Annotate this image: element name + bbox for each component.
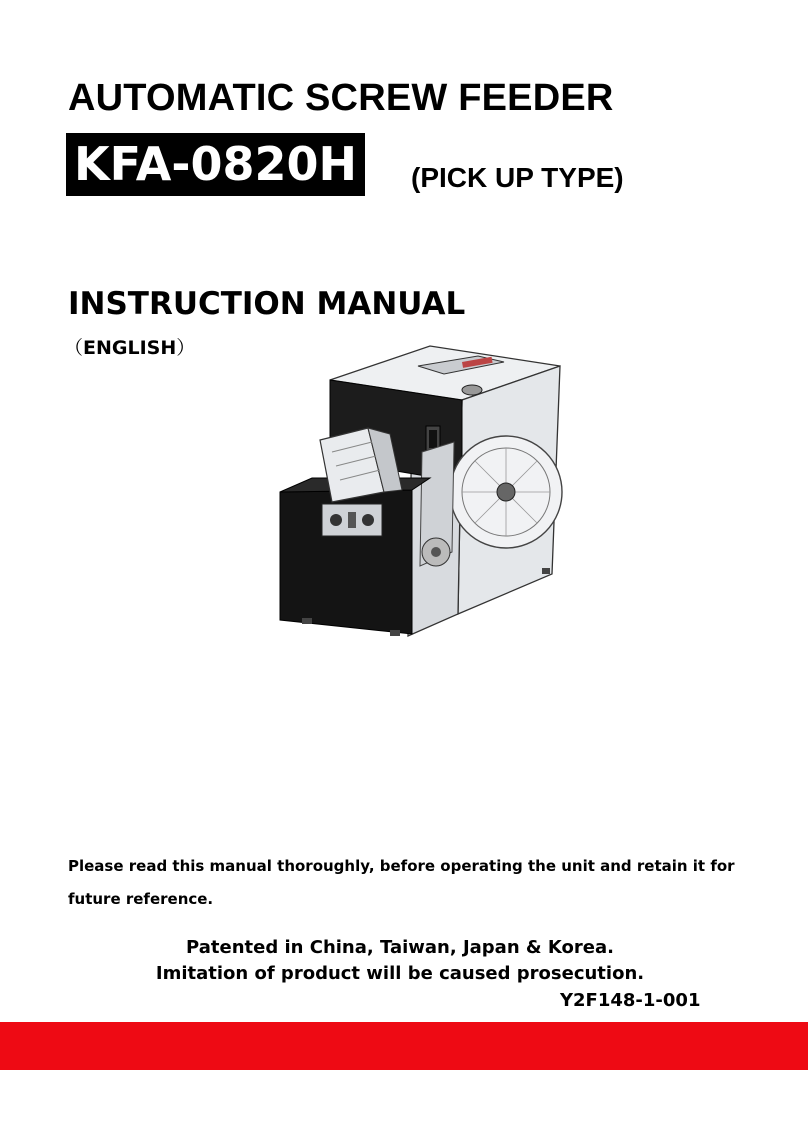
feeder-type-label: (PICK UP TYPE) [411,162,624,193]
language-text: ENGLISH [83,337,177,359]
language-open-paren: （ [64,337,84,359]
document-code: Y2F148-1-001 [560,990,701,1011]
patent-line-2: Imitation of product will be caused prosecution. [155,963,645,984]
footer-red-bar [0,1022,808,1070]
patent-notice [130,935,670,987]
usage-notice: Please read this manual thoroughly, before operating the unit and retain it for future reference. [68,857,735,908]
language-label [64,334,195,362]
document-title: AUTOMATIC SCREW FEEDER [68,77,614,119]
manual-title: INSTRUCTION MANUAL [68,286,466,322]
model-number-badge: KFA-0820H [66,133,365,196]
screw-feeder-machine-image [272,342,566,642]
patent-line-1: Patented in China, Taiwan, Japan & Korea. [186,937,614,958]
language-close-paren: ） [176,337,196,359]
